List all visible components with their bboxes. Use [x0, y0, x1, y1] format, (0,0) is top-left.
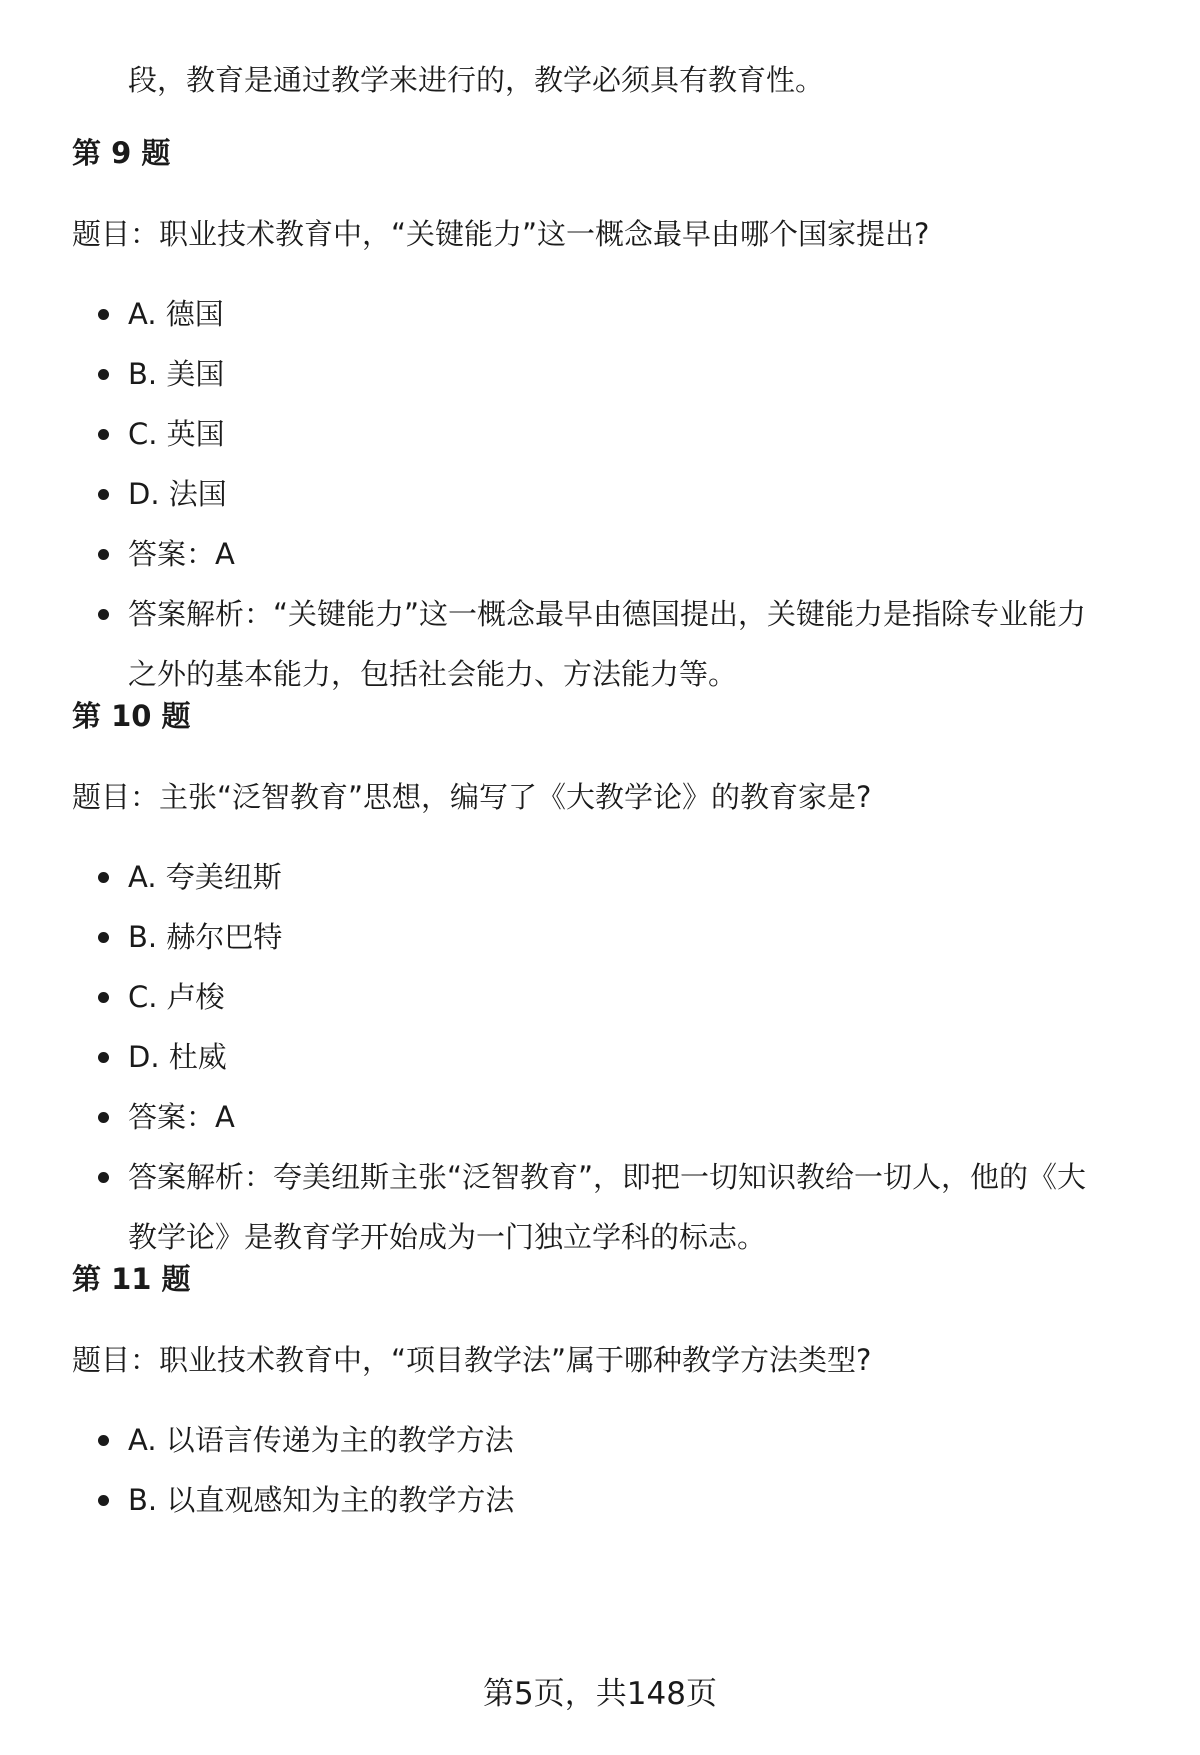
option-text: A. 夸美纽斯	[128, 860, 282, 894]
question-11-heading: 第 11 题	[72, 1262, 191, 1296]
bullet-icon	[98, 992, 109, 1003]
option-text: B. 美国	[128, 357, 225, 391]
question-11-options	[0, 1410, 1200, 1530]
bullet-icon	[98, 549, 109, 560]
bullet-icon	[98, 489, 109, 500]
explanation-text-line2: 教学论》是教育学开始成为一门独立学科的标志。	[128, 1220, 767, 1254]
bullet-icon	[98, 1052, 109, 1063]
bullet-icon	[98, 1112, 109, 1123]
question-9-prompt: 题目：职业技术教育中，“关键能力”这一概念最早由哪个国家提出?	[72, 217, 930, 251]
option-text: A. 德国	[128, 297, 224, 331]
explanation-text-line1: 答案解析：夸美纽斯主张“泛智教育”，即把一切知识教给一切人，他的《大	[128, 1160, 1087, 1194]
option-item	[0, 1470, 1200, 1530]
option-text: D. 杜威	[128, 1040, 227, 1074]
bullet-icon	[98, 932, 109, 943]
explanation-item	[0, 584, 1200, 704]
question-11-prompt: 题目：职业技术教育中，“项目教学法”属于哪种教学方法类型?	[72, 1343, 872, 1377]
question-10-prompt: 题目：主张“泛智教育”思想，编写了《大教学论》的教育家是?	[72, 780, 872, 814]
explanation-text-line1: 答案解析：“关键能力”这一概念最早由德国提出，关键能力是指除专业能力	[128, 597, 1087, 631]
answer-item	[0, 524, 1200, 584]
bullet-icon	[98, 1495, 109, 1506]
option-item	[0, 1410, 1200, 1470]
option-text: B. 以直观感知为主的教学方法	[128, 1483, 515, 1517]
option-item	[0, 284, 1200, 344]
option-text: C. 卢梭	[128, 980, 225, 1014]
bullet-icon	[98, 609, 109, 620]
question-10-heading: 第 10 题	[72, 699, 191, 733]
option-text: A. 以语言传递为主的教学方法	[128, 1423, 514, 1457]
option-item	[0, 967, 1200, 1027]
bullet-icon	[98, 1172, 109, 1183]
answer-item	[0, 1087, 1200, 1147]
option-item	[0, 847, 1200, 907]
answer-text: 答案：A	[128, 537, 235, 571]
option-item	[0, 907, 1200, 967]
option-item	[0, 1027, 1200, 1087]
answer-text: 答案：A	[128, 1100, 235, 1134]
bullet-icon	[98, 1435, 109, 1446]
option-text: C. 英国	[128, 417, 225, 451]
question-9-heading: 第 9 题	[72, 136, 171, 170]
question-10-options	[0, 847, 1200, 1267]
option-text: D. 法国	[128, 477, 227, 511]
option-item	[0, 464, 1200, 524]
bullet-icon	[98, 429, 109, 440]
bullet-icon	[98, 309, 109, 320]
bullet-icon	[98, 369, 109, 380]
option-item	[0, 404, 1200, 464]
bullet-icon	[98, 872, 109, 883]
option-text: B. 赫尔巴特	[128, 920, 283, 954]
explanation-item	[0, 1147, 1200, 1267]
page-number-footer: 第5页，共148页	[483, 1676, 717, 1712]
continuation-text: 段，教育是通过教学来进行的，教学必须具有教育性。	[128, 63, 825, 97]
explanation-text-line2: 之外的基本能力，包括社会能力、方法能力等。	[128, 657, 738, 691]
option-item	[0, 344, 1200, 404]
question-9-options	[0, 284, 1200, 704]
